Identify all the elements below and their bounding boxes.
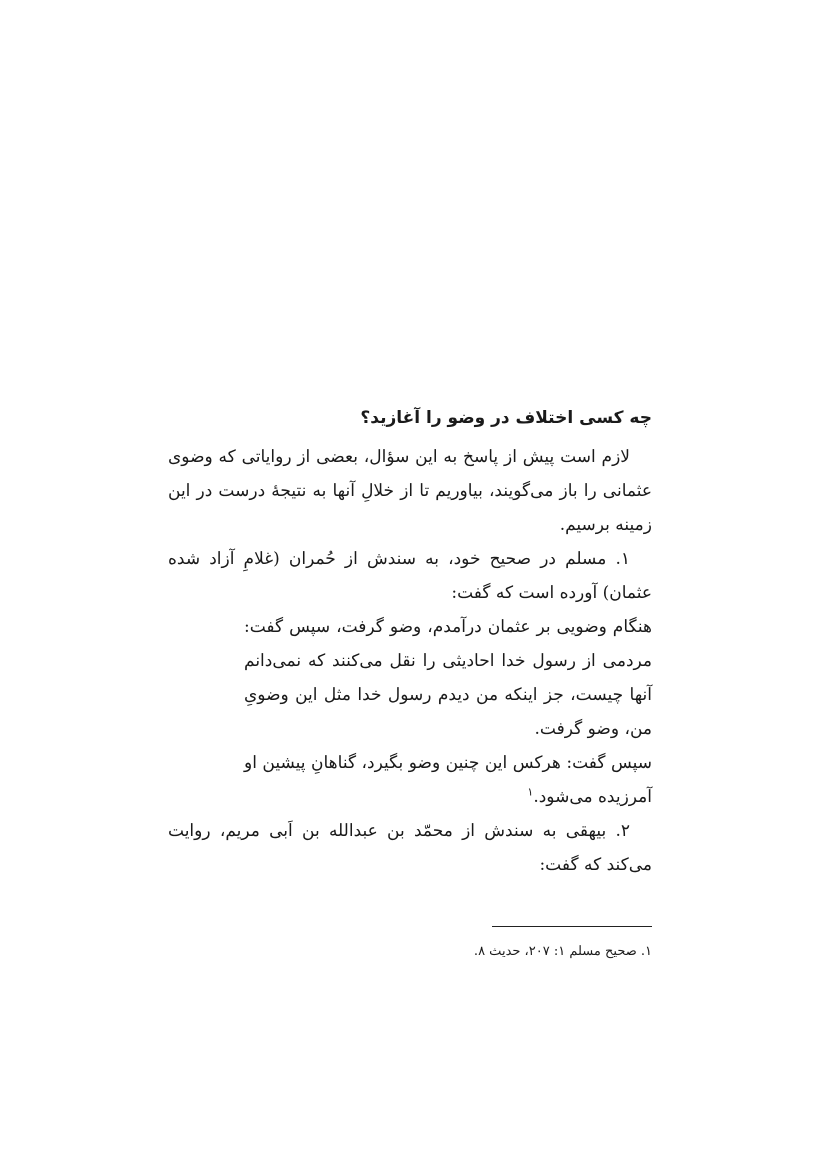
page-body (168, 400, 652, 882)
section-heading: چه کسی اختلاف در وضو را آغازید؟ (360, 408, 652, 428)
narration-2-intro: ۲. بیهقی به سندش از محمّد بن عبدالله بن اَبی مریم، روایت می‌کند که گفت: (168, 821, 652, 875)
footnote-1: ۱. صحیح مسلم ۱: ۲۰۷، حدیث ۸. (473, 944, 652, 959)
narration-1-quote-part2 (168, 746, 652, 814)
footnote-separator (492, 926, 652, 927)
narration-1-quote-part1: هنگام وضویی بر عثمان درآمدم، وضو گرفت، سپس گفت: مردمی از رسول خدا احادیثی را نقل می‌کنند که نمی‌دانم آنها چیست، جز اینکه من دیدم رسول خدا مثل این وضویِ من، وضو گرفت. (244, 617, 652, 739)
quote-part2-text: سپس گفت: هرکس این چنین وضو بگیرد، گناهانِ پیشین او آمرزیده می‌شود. (244, 753, 652, 807)
footnote-reference-marker[interactable]: ۱ (527, 785, 534, 799)
narration-1-intro: ۱. مسلم در صحیح خود، به سندش از حُمران (غلامِ آزاد شده عثمان) آورده است که گفت: (168, 549, 652, 603)
intro-paragraph: لازم است پیش از پاسخ به این سؤال، بعضی از روایاتی که وضوی عثمانی را باز می‌گویند، بیاوریم تا از خلالِ آنها به نتیجهٔ درست در این زمینه برسیم. (168, 447, 652, 535)
